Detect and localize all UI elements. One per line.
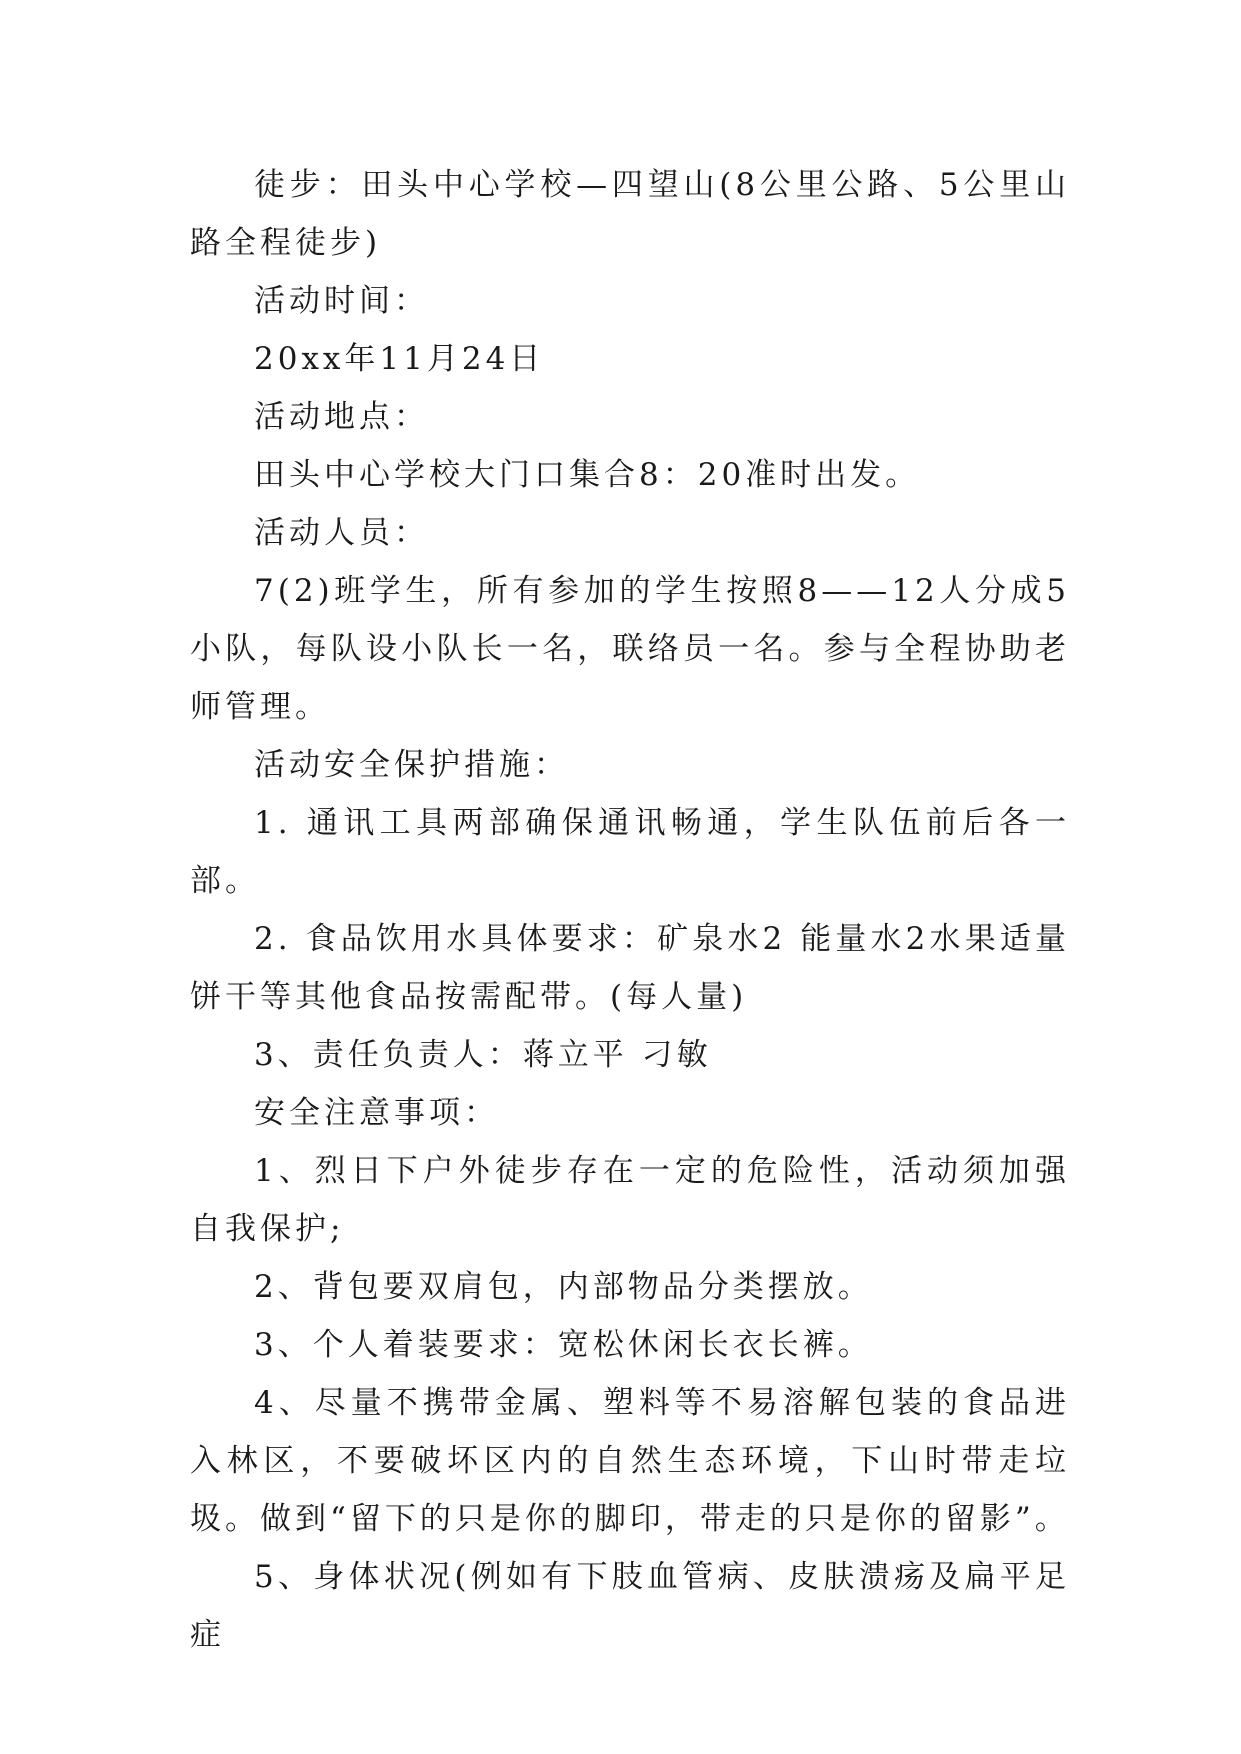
paragraph-route: 徒步：田头中心学校—四望山(8公里公路、5公里山路全程徒步) [190,167,1070,261]
paragraph-safety-measures-label: 活动安全保护措施： [254,747,569,783]
paragraph-time-label: 活动时间： [254,283,429,319]
paragraph-note-2: 2、背包要双肩包，内部物品分类摆放。 [254,1269,873,1305]
paragraph-measure-3: 3、责任负责人：蒋立平 刁敏 [254,1037,712,1073]
document-body [190,156,1070,1664]
paragraph-location: 田头中心学校大门口集合8：20准时出发。 [254,457,921,493]
paragraph-measure-2: 2. 食品饮用水具体要求：矿泉水2 能量水2水果适量饼干等其他食品按需配带。(每人量) [190,921,1070,1015]
paragraph-note-5: 5、身体状况(例如有下肢血管病、皮肤溃疡及扁平足症 [190,1559,1070,1653]
paragraph-participants-label: 活动人员： [254,515,429,551]
paragraph-note-1: 1、烈日下户外徒步存在一定的危险性，活动须加强自我保护; [190,1153,1070,1247]
paragraph-participants: 7(2)班学生，所有参加的学生按照8——12人分成5小队，每队设小队长一名，联络员一名。参与全程协助老师管理。 [190,573,1070,725]
paragraph-measure-1: 1. 通讯工具两部确保通讯畅通，学生队伍前后各一部。 [190,805,1070,899]
paragraph-notes-label: 安全注意事项： [254,1095,499,1131]
paragraph-note-3: 3、个人着装要求：宽松休闲长衣长裤。 [254,1327,873,1363]
paragraph-note-4: 4、尽量不携带金属、塑料等不易溶解包装的食品进入林区，不要破坏区内的自然生态环境，下山时带走垃圾。做到“留下的只是你的脚印，带走的只是你的留影”。 [190,1385,1070,1537]
paragraph-date: 20xx年11月24日 [254,341,545,377]
paragraph-location-label: 活动地点： [254,399,429,435]
